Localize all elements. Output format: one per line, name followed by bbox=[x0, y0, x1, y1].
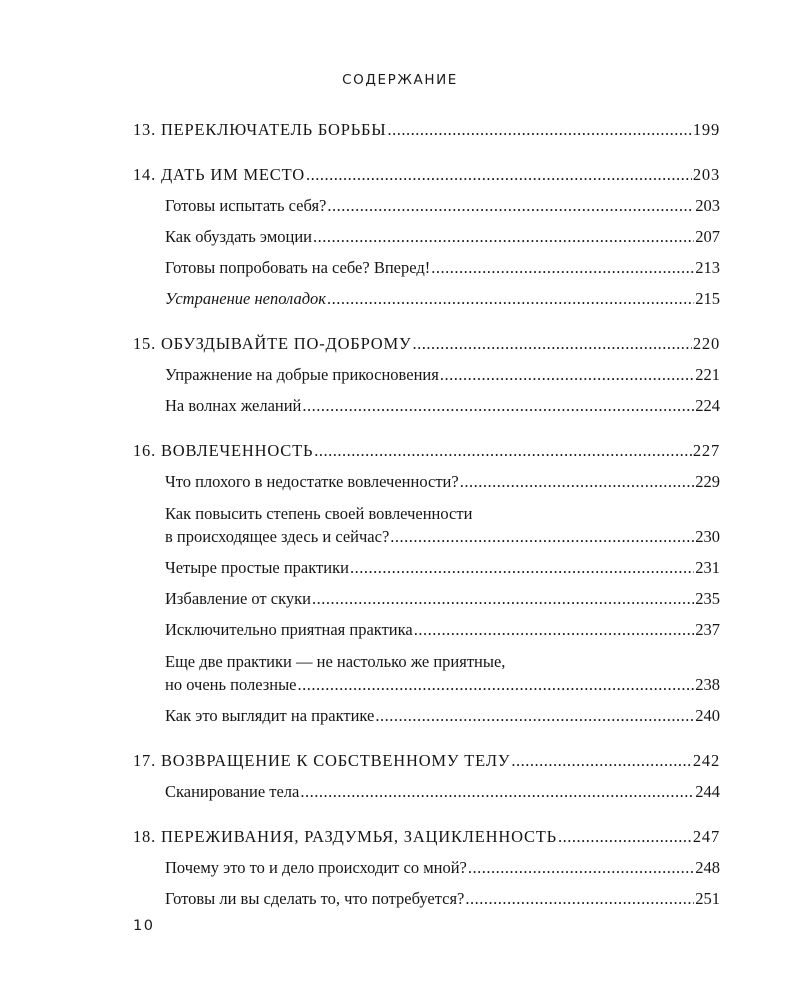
dot-leader bbox=[440, 359, 694, 390]
dot-leader bbox=[431, 252, 694, 283]
section-page-number: 251 bbox=[695, 889, 720, 908]
chapter-title: 15. ОБУЗДЫВАЙТЕ ПО-ДОБРОМУ bbox=[133, 334, 412, 353]
section-entry[interactable] bbox=[133, 190, 720, 221]
section-title: но очень полезные bbox=[165, 675, 297, 694]
toc-chapter bbox=[133, 821, 720, 914]
section-entry[interactable] bbox=[133, 883, 720, 914]
dot-leader bbox=[375, 700, 694, 731]
toc-chapter bbox=[133, 435, 720, 731]
dot-leader bbox=[300, 776, 694, 807]
dot-leader bbox=[327, 190, 694, 221]
chapter-page-number: 220 bbox=[692, 334, 720, 353]
chapter-entry[interactable] bbox=[133, 328, 720, 359]
section-title: На волнах желаний bbox=[165, 396, 302, 415]
section-title-line1: Как повысить степень своей вовлеченности bbox=[165, 504, 473, 523]
section-page-number: 215 bbox=[695, 289, 720, 308]
page-number: 10 bbox=[133, 918, 155, 934]
chapter-title: 13. ПЕРЕКЛЮЧАТЕЛЬ БОРЬБЫ bbox=[133, 120, 387, 139]
section-title: Как обуздать эмоции bbox=[165, 227, 313, 246]
section-entry[interactable] bbox=[133, 852, 720, 883]
chapter-title: 14. ДАТЬ ИМ МЕСТО bbox=[133, 165, 305, 184]
section-entry[interactable] bbox=[133, 283, 720, 314]
section-entry[interactable] bbox=[133, 645, 720, 700]
section-page-number: 229 bbox=[695, 472, 720, 491]
dot-leader bbox=[558, 821, 692, 852]
chapter-title: 16. ВОВЛЕЧЕННОСТЬ bbox=[133, 441, 314, 460]
dot-leader bbox=[387, 114, 691, 145]
section-page-number: 203 bbox=[695, 196, 720, 215]
chapter-page-number: 203 bbox=[692, 165, 720, 184]
section-entry[interactable] bbox=[133, 497, 720, 552]
chapter-page-number: 247 bbox=[692, 827, 720, 846]
section-page-number: 238 bbox=[695, 675, 720, 694]
dot-leader bbox=[306, 159, 692, 190]
section-title: Сканирование тела bbox=[165, 782, 300, 801]
dot-leader bbox=[390, 526, 694, 548]
dot-leader bbox=[460, 466, 695, 497]
dot-leader bbox=[468, 852, 694, 883]
section-title: Устранение неполадок bbox=[165, 289, 327, 308]
dot-leader bbox=[327, 283, 694, 314]
toc-chapter bbox=[133, 114, 720, 145]
section-entry[interactable] bbox=[133, 359, 720, 390]
chapter-entry[interactable] bbox=[133, 821, 720, 852]
dot-leader bbox=[350, 552, 694, 583]
dot-leader bbox=[465, 883, 694, 914]
section-entry[interactable] bbox=[133, 583, 720, 614]
section-title-line1: Еще две практики — не настолько же приятные, bbox=[165, 652, 506, 671]
section-page-number: 240 bbox=[695, 706, 720, 725]
section-page-number: 224 bbox=[695, 396, 720, 415]
section-title: Готовы попробовать на себе? Вперед! bbox=[165, 258, 431, 277]
section-title: в происходящее здесь и сейчас? bbox=[165, 527, 390, 546]
toc-chapter bbox=[133, 328, 720, 421]
chapter-title: 17. ВОЗВРАЩЕНИЕ К СОБСТВЕННОМУ ТЕЛУ bbox=[133, 751, 511, 770]
section-page-number: 248 bbox=[695, 858, 720, 877]
section-entry[interactable] bbox=[133, 252, 720, 283]
section-page-number: 244 bbox=[695, 782, 720, 801]
page-header: СОДЕРЖАНИЕ bbox=[342, 72, 458, 88]
section-entry[interactable] bbox=[133, 552, 720, 583]
section-title: Как это выглядит на практике bbox=[165, 706, 375, 725]
dot-leader bbox=[412, 328, 691, 359]
section-title: Готовы ли вы сделать то, что потребуется? bbox=[165, 889, 465, 908]
toc-chapter bbox=[133, 159, 720, 314]
chapter-entry[interactable] bbox=[133, 114, 720, 145]
dot-leader bbox=[298, 674, 695, 696]
section-page-number: 231 bbox=[695, 558, 720, 577]
chapter-page-number: 227 bbox=[692, 441, 720, 460]
chapter-entry[interactable] bbox=[133, 159, 720, 190]
toc-chapter bbox=[133, 745, 720, 807]
section-title: Упражнение на добрые прикосновения bbox=[165, 365, 439, 384]
section-entry[interactable] bbox=[133, 466, 720, 497]
section-entry[interactable] bbox=[133, 776, 720, 807]
section-page-number: 221 bbox=[695, 365, 720, 384]
section-title: Почему это то и дело происходит со мной? bbox=[165, 858, 467, 877]
section-title: Четыре простые практики bbox=[165, 558, 349, 577]
section-title: Избавление от скуки bbox=[165, 589, 311, 608]
dot-leader bbox=[511, 745, 692, 776]
chapter-title: 18. ПЕРЕЖИВАНИЯ, РАЗДУМЬЯ, ЗАЦИКЛЕННОСТЬ bbox=[133, 827, 557, 846]
section-title: Готовы испытать себя? bbox=[165, 196, 327, 215]
dot-leader bbox=[313, 221, 694, 252]
dot-leader bbox=[302, 390, 694, 421]
chapter-entry[interactable] bbox=[133, 745, 720, 776]
section-title: Исключительно приятная практика bbox=[165, 620, 413, 639]
section-page-number: 235 bbox=[695, 589, 720, 608]
dot-leader bbox=[314, 435, 692, 466]
section-page-number: 237 bbox=[695, 620, 720, 639]
chapter-page-number: 199 bbox=[692, 120, 720, 139]
section-page-number: 213 bbox=[695, 258, 720, 277]
section-page-number: 207 bbox=[695, 227, 720, 246]
section-entry[interactable] bbox=[133, 390, 720, 421]
chapter-page-number: 242 bbox=[692, 751, 720, 770]
section-entry[interactable] bbox=[133, 221, 720, 252]
dot-leader bbox=[414, 614, 695, 645]
table-of-contents bbox=[133, 114, 720, 928]
section-entry[interactable] bbox=[133, 614, 720, 645]
chapter-entry[interactable] bbox=[133, 435, 720, 466]
dot-leader bbox=[312, 583, 694, 614]
section-page-number: 230 bbox=[695, 527, 720, 546]
section-entry[interactable] bbox=[133, 700, 720, 731]
section-title: Что плохого в недостатке вовлеченности? bbox=[165, 472, 459, 491]
